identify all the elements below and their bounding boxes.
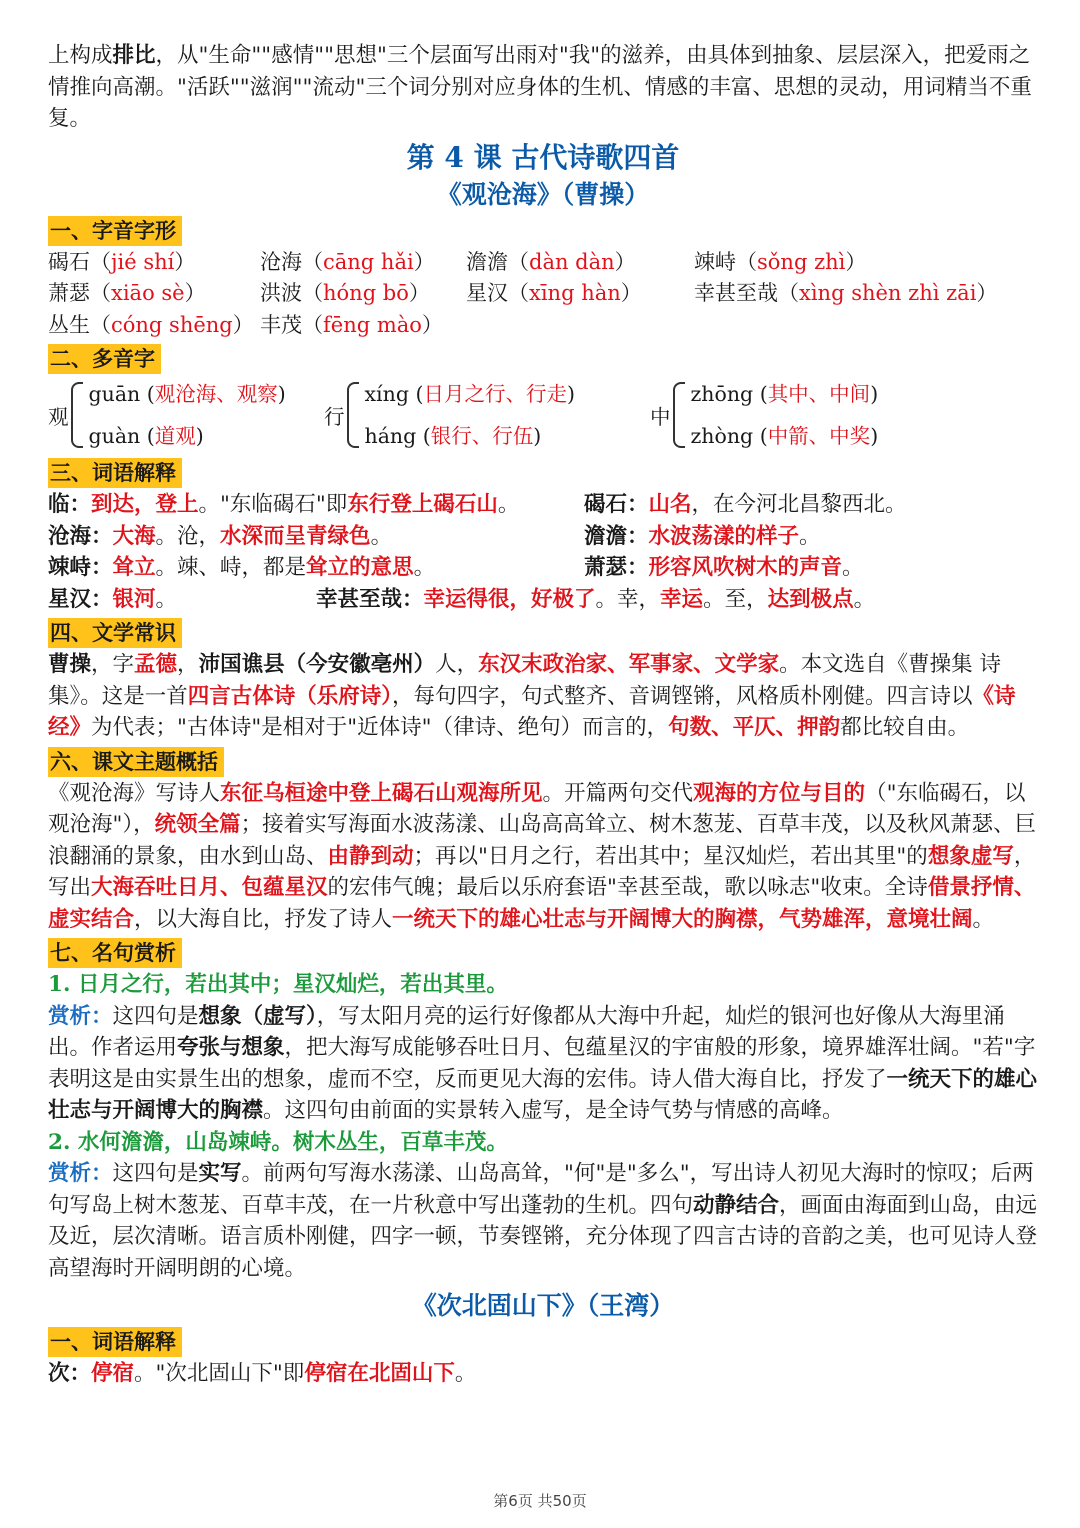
page-footer: 第6页 共50页 <box>493 1492 587 1510</box>
poem1-title: 《观沧海》（曹操） <box>436 179 650 209</box>
poem2-title: 《次北固山下》（王湾） <box>411 1291 675 1320</box>
brace-icon <box>71 382 83 448</box>
analysis-2: 赏析：这四句是实写。前两句写海水荡漾、山岛高耸，"何"是"多么"，写出诗人初见大海时的惊叹；后两句写岛上树木葱茏、百草丰茂，在一片秋意中写出蓬勃的生机。四句动静结合，画面由海面到山岛，由远及近，层次清晰。语言质朴刚健，四字一顿，节奏铿锵，充分体现了四言古诗的音韵之美，也可见诗人登高望海时开阔明朗的心境。 <box>48 1161 1038 1281</box>
literature-paragraph: 曹操，字孟德，沛国谯县（今安徽亳州）人，东汉末政治家、军事家、文学家。本文选自《曹操集 诗集》。这是一首四言古体诗（乐府诗），每句四字，句式整齐、音调铿锵，风格质朴刚健。四言诗以《诗经》为代表；"古体诗"是相对于"近体诗"（律诗、绝句）而言的，句数、平仄、押韵都比较自由。 <box>48 652 1016 740</box>
analysis-1: 赏析：这四句是想象（虚写），写太阳月亮的运行好像都从大海中升起，灿烂的银河也好像从大海里涌出。作者运用夸张与想象，把大海写成能够吞吐日月、包蕴星汉的宇宙般的形象，境界雄浑壮阔。"若"字表明这是由实景生出的想象，虚而不空，反而更见大海的宏伟。诗人借大海自比，抒发了一统天下的雄心壮志与开阔博大的胸襟。这四句由前面的实景转入虚写，是全诗气势与情感的高峰。 <box>48 1003 1038 1123</box>
definition-ci: 次：停宿。"次北固山下"即停宿在北固山下。 <box>48 1361 477 1386</box>
polyphonic-group: 观 guān (观沧海、观察) guàn (道观) <box>48 382 286 448</box>
section-heading-definitions: 三、词语解释 <box>48 458 182 488</box>
definition-row: 星汉：银河。 幸甚至哉：幸运得很，好极了。幸，幸运。至，达到极点。 <box>48 586 876 612</box>
section-heading-famous-lines: 七、名句赏析 <box>48 938 182 968</box>
lesson-title: 第 4 课 古代诗歌四首 <box>406 140 680 174</box>
brace-icon <box>347 382 359 448</box>
section-heading-theme: 六、课文主题概括 <box>48 747 224 777</box>
pinyin-row: 碣石（jié shí） 沧海（cāng hǎi） 澹澹（dàn dàn） 竦峙（sǒng zhì） <box>48 249 867 274</box>
brace-icon <box>673 382 685 448</box>
famous-line-2: 2. 水何澹澹，山岛竦峙。树木丛生，百草丰茂。 <box>48 1129 508 1155</box>
definition-row: 竦峙：耸立。竦、峙，都是耸立的意思。 萧瑟：形容风吹树木的声音。 <box>48 555 864 580</box>
definition-row: 沧海：大海。沧，水深而呈青绿色。 澹澹：水波荡漾的样子。 <box>48 523 821 549</box>
section-heading-pronunciation: 一、字音字形 <box>48 216 182 246</box>
section-heading-polyphonic: 二、多音字 <box>48 344 161 374</box>
intro-paragraph: 上构成排比，从"生命""感情""思想"三个层面写出雨对"我"的滋养，由具体到抽象、层层深入，把爱雨之情推向高潮。"活跃""滋润""流动"三个词分别对应身体的生机、情感的丰富、思想的灵动，用词精当不重复。 <box>48 43 1032 131</box>
section-heading-literature: 四、文学常识 <box>48 618 182 648</box>
polyphonic-group: 行 xíng (日月之行、行走) háng (银行、行伍) <box>324 382 575 448</box>
pinyin-row: 萧瑟（xiāo sè） 洪波（hóng bō） 星汉（xīng hàn） 幸甚至哉（xìng shèn zhì zāi） <box>48 281 998 305</box>
pinyin-table <box>48 247 1038 342</box>
theme-paragraph: 《观沧海》写诗人东征乌桓途中登上碣石山观海所见。开篇两句交代观海的方位与目的（"东临碣石，以观沧海"），统领全篇；接着实写海面水波荡漾、山岛高高耸立、树木葱茏、百草丰茂，以及秋风萧瑟、巨浪翻涌的景象，由水到山岛、由静到动；再以"日月之行，若出其中；星汉灿烂，若出其里"的想象虚写，写出大海吞吐日月、包蕴星汉的宏伟气魄；最后以乐府套语"幸甚至哉，歌以咏志"收束。全诗借景抒情、虚实结合，以大海自比，抒发了诗人一统天下的雄心壮志与开阔博大的胸襟，气势雄浑，意境壮阔。 <box>48 780 1037 932</box>
document-page <box>48 40 1038 1390</box>
definitions <box>48 489 1038 615</box>
section-heading-definitions-2: 一、词语解释 <box>48 1327 182 1357</box>
definition-row: 临：到达，登上。"东临碣石"即东行登上碣石山。 碣石：山名，在今河北昌黎西北。 <box>48 492 907 517</box>
polyphonic-table <box>48 375 1038 455</box>
famous-line-1: 1. 日月之行，若出其中；星汉灿烂，若出其里。 <box>48 972 508 997</box>
pinyin-row: 丛生（cóng shēng） 丰茂（fēng mào） <box>48 312 443 337</box>
polyphonic-group: 中 zhōng (其中、中间) zhòng (中箭、中奖) <box>650 382 879 448</box>
